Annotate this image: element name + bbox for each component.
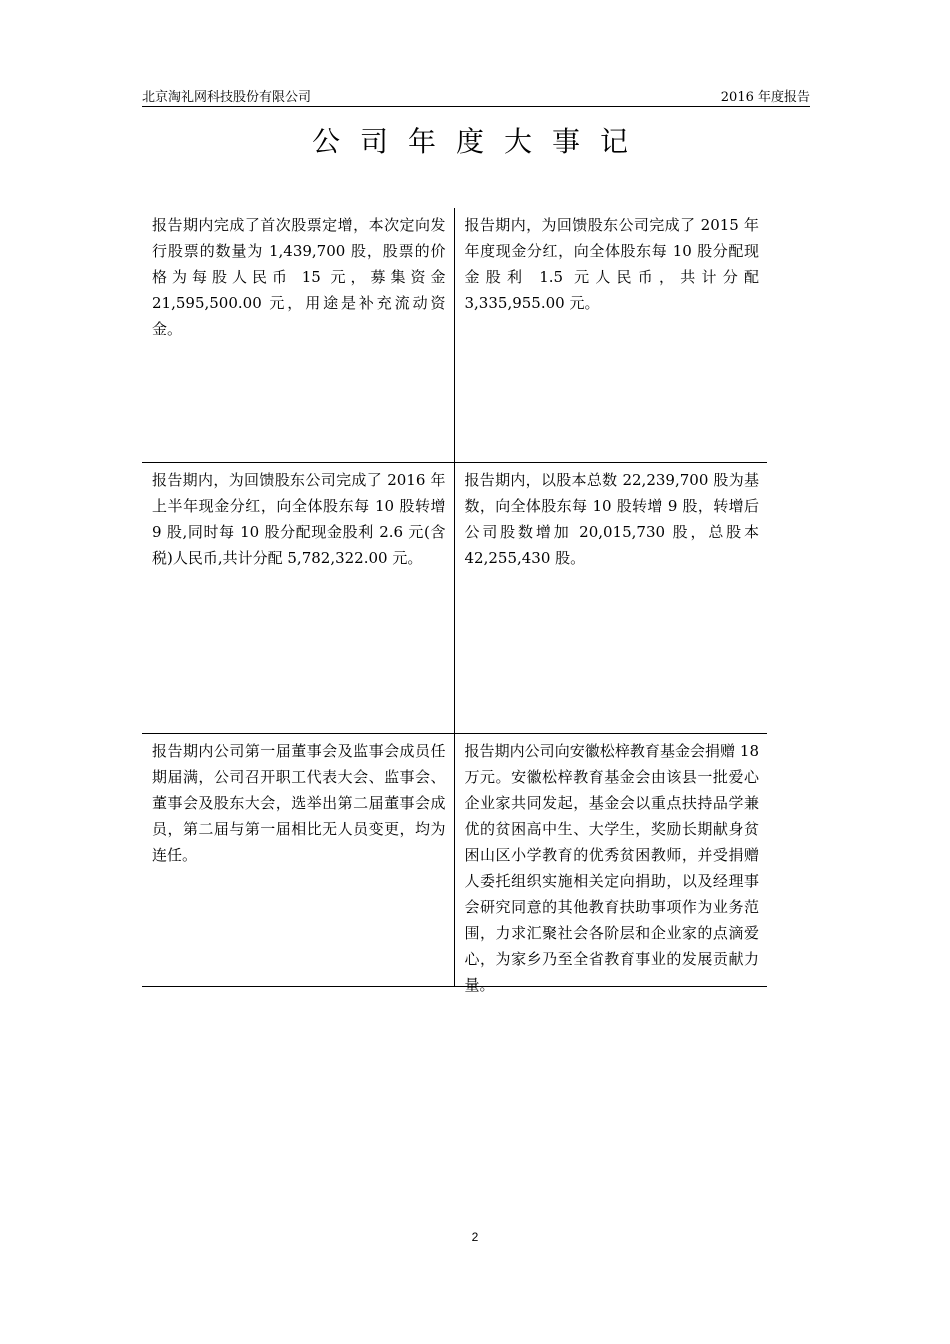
page-number: 2 xyxy=(471,1230,479,1244)
events-row xyxy=(142,463,767,734)
event-cell: 报告期内，为回馈股东公司完成了 2015 年年度现金分红，向全体股东每 10 股分配现金股利 1.5 元人民币，共计分配 3,335,955.00 元。 xyxy=(464,216,759,312)
event-cell: 报告期内完成了首次股票定增，本次定向发行股票的数量为 1,439,700 股，股票的价格为每股人民币 15 元，募集资金 21,595,500.00 元，用途是补充流动资金。 xyxy=(142,208,455,462)
events-table xyxy=(142,208,767,994)
events-row xyxy=(142,734,767,994)
page-header xyxy=(142,84,810,107)
event-cell: 报告期内，以股本总数 22,239,700 股为基数，向全体股东每 10 股转增 9 股，转增后公司股数增加 20,015,730 股，总股本 42,255,430 股。 xyxy=(464,471,759,567)
company-name: 北京淘礼网科技股份有限公司 xyxy=(142,90,312,105)
report-year: 2016 年度报告 xyxy=(720,90,810,105)
event-cell: 报告期内，为回馈股东公司完成了 2016 年上半年现金分红，向全体股东每 10 股转增 9 股,同时每 10 股分配现金股利 2.6 元(含税)人民币,共计分配 5,782,322.00 元。 xyxy=(142,463,455,733)
event-cell: 报告期内公司第一届董事会及监事会成员任期届满，公司召开职工代表大会、监事会、董事会及股东大会，选举出第二届董事会成员，第二届与第一届相比无人员变更，均为连任。 xyxy=(142,734,455,986)
event-cell: 报告期内公司向安徽松梓教育基金会捐赠 18 万元。安徽松梓教育基金会由该县一批爱心企业家共同发起，基金会以重点扶持品学兼优的贫困高中生、大学生，奖励长期献身贫困山区小学教育的优秀贫困教师，并受捐赠人委托组织实施相关定向捐助，以及经理事会研究同意的其他教育扶助事项作为业务范围，力求汇聚社会各阶层和企业家的点滴爱心，为家乡乃至全省教育事业的发展贡献力量。 xyxy=(464,742,759,994)
page-title: 公司年度大事记 xyxy=(311,125,648,158)
events-row xyxy=(142,208,767,463)
